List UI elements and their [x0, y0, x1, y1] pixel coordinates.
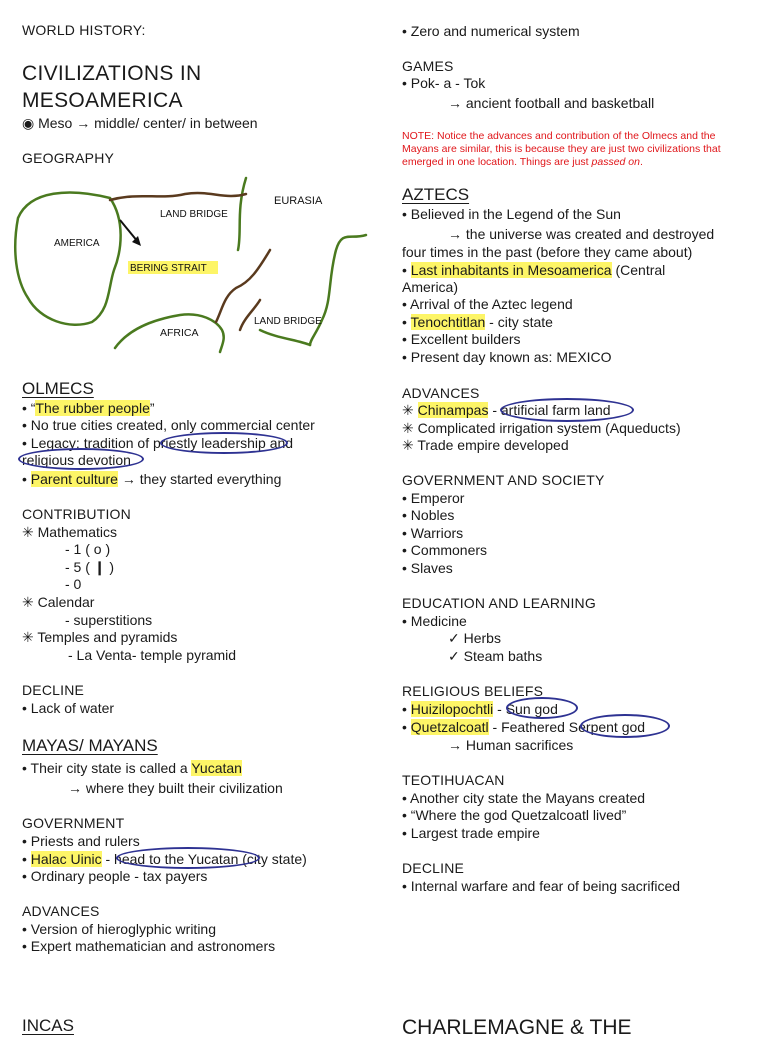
annotation-oval	[500, 398, 634, 422]
olmecs-bullet-4: • Parent culture → they started everything	[22, 471, 282, 487]
zero-system-bullet: • Zero and numerical system	[402, 23, 580, 39]
teotihuacan-bullet-2: • “Where the god Quetzalcoatl lived”	[402, 807, 627, 823]
bering-strait-map	[10, 170, 370, 360]
gov-item-slaves: • Slaves	[402, 560, 453, 576]
page-title-line2: MESOAMERICA	[22, 89, 183, 112]
mayas-bullet-1-sub: → where they built their civilization	[68, 780, 283, 796]
gov-item-commoners: • Commoners	[402, 542, 488, 558]
olmecs-heading: OLMECS	[22, 379, 94, 398]
olmecs-bullet-3-cont: religious devotion	[22, 452, 131, 468]
calendar-superstitions: - superstitions	[65, 612, 153, 628]
aztec-government-heading: GOVERNMENT AND SOCIETY	[402, 472, 605, 488]
aztec-advances-bullet-3: ✳ Trade empire developed	[402, 437, 569, 453]
aztec-advances-heading: ADVANCES	[402, 385, 480, 401]
map-label-land-bridge-top: LAND BRIDGE	[160, 209, 228, 220]
religious-bullet-1: • Huizilopochtli - Sun god	[402, 701, 558, 717]
aztecs-bullet-2: • Last inhabitants in Mesoamerica (Central	[402, 262, 666, 278]
contribution-temples: ✳ Temples and pyramids	[22, 629, 178, 645]
games-bullet-1: • Pok- a - Tok	[402, 75, 486, 91]
mayan-gov-bullet-2: • Halac Uinic - head to the Yucatan (city state)	[22, 851, 307, 867]
education-check-steam-baths: ✓ Steam baths	[448, 648, 543, 664]
temples-la-venta: - La Venta- temple pyramid	[68, 647, 237, 663]
teotihuacan-bullet-3: • Largest trade empire	[402, 825, 540, 841]
page-title-line1: CIVILIZATIONS IN	[22, 62, 202, 85]
aztecs-bullet-3: • Arrival of the Aztec legend	[402, 296, 573, 312]
olmecs-bullet-2: • No true cities created, only commercial center	[22, 417, 315, 433]
aztec-decline-heading: DECLINE	[402, 860, 465, 876]
map-label-africa: AFRICA	[160, 327, 199, 339]
mayas-heading: MAYAS/ MAYANS	[22, 736, 158, 755]
math-item-5: - 5 ( ❙ )	[65, 559, 115, 575]
aztecs-bullet-1: • Believed in the Legend of the Sun	[402, 206, 621, 222]
aztec-advances-bullet-1: ✳ Chinampas - artificial farm land	[402, 402, 611, 418]
games-heading: GAMES	[402, 58, 454, 74]
map-label-land-bridge-bottom: LAND BRIDGE	[254, 316, 322, 327]
charlemagne-heading: CHARLEMAGNE & THE	[402, 1016, 632, 1039]
education-heading: EDUCATION AND LEARNING	[402, 595, 596, 611]
mayan-gov-bullet-3: • Ordinary people - tax payers	[22, 868, 208, 884]
document-header: WORLD HISTORY:	[22, 22, 146, 38]
religious-beliefs-heading: RELIGIOUS BELIEFS	[402, 683, 544, 699]
aztecs-heading: AZTECS	[402, 185, 470, 204]
contribution-calendar: ✳ Calendar	[22, 594, 95, 610]
olmecs-bullet-1: • “The rubber people”	[22, 400, 155, 416]
religious-bullet-2: • Quetzalcoatl - Feathered Serpent god	[402, 719, 646, 735]
annotation-oval	[160, 432, 288, 454]
annotation-oval	[18, 448, 144, 470]
annotation-oval	[506, 697, 578, 719]
meso-definition: ◉ Meso → middle/ center/ in between	[22, 115, 258, 131]
annotation-oval	[116, 847, 260, 869]
contribution-heading: CONTRIBUTION	[22, 506, 131, 522]
note-text: NOTE: Notice the advances and contribution of the Olmecs and the Mayans are similar, this is because they are just two civilizations that emerged in one location. Things are just passed on.	[402, 130, 721, 168]
math-item-1: - 1 ( o )	[65, 541, 111, 557]
olmecs-bullet-3: • Legacy: tradition of priestly leadership and	[22, 435, 294, 451]
annotation-oval	[580, 714, 670, 738]
mayas-bullet-1: • Their city state is called a Yucatan	[22, 760, 242, 776]
gov-item-emperor: • Emperor	[402, 490, 465, 506]
mayan-advances-bullet-1: • Version of hieroglyphic writing	[22, 921, 216, 937]
teotihuacan-heading: TEOTIHUACAN	[402, 772, 505, 788]
map-label-eurasia: EURASIA	[274, 195, 323, 207]
aztecs-bullet-6: • Present day known as: MEXICO	[402, 349, 612, 365]
olmec-decline-bullet: • Lack of water	[22, 700, 115, 716]
gov-item-warriors: • Warriors	[402, 525, 464, 541]
mayan-gov-bullet-1: • Priests and rulers	[22, 833, 140, 849]
map-drawing	[10, 170, 370, 360]
aztecs-bullet-1-cont: four times in the past (before they came about)	[402, 244, 693, 260]
aztecs-bullet-1-sub: → the universe was created and destroyed	[448, 226, 715, 242]
geography-heading: GEOGRAPHY	[22, 150, 115, 166]
teotihuacan-bullet-1: • Another city state the Mayans created	[402, 790, 646, 806]
education-bullet-medicine: • Medicine	[402, 613, 467, 629]
games-bullet-1-sub: → ancient football and basketball	[448, 95, 655, 111]
map-label-bering-strait: BERING STRAIT	[130, 263, 207, 274]
contribution-mathematics: ✳ Mathematics	[22, 524, 117, 540]
gov-item-nobles: • Nobles	[402, 507, 455, 523]
incas-heading: INCAS	[22, 1016, 74, 1035]
education-check-herbs: ✓ Herbs	[448, 630, 501, 646]
aztec-advances-bullet-2: ✳ Complicated irrigation system (Aqueducts)	[402, 420, 681, 436]
aztecs-bullet-5: • Excellent builders	[402, 331, 521, 347]
aztec-decline-bullet: • Internal warfare and fear of being sacrificed	[402, 878, 681, 894]
aztecs-bullet-4: • Tenochtitlan - city state	[402, 314, 553, 330]
map-label-america: AMERICA	[54, 238, 100, 249]
mayan-advances-bullet-2: • Expert mathematician and astronomers	[22, 938, 276, 954]
mayan-government-heading: GOVERNMENT	[22, 815, 125, 831]
aztecs-bullet-2-cont: America)	[402, 279, 459, 295]
religious-bullet-2-sub: → Human sacrifices	[448, 737, 574, 753]
math-item-0: - 0	[65, 576, 82, 592]
olmec-decline-heading: DECLINE	[22, 682, 85, 698]
mayan-advances-heading: ADVANCES	[22, 903, 100, 919]
